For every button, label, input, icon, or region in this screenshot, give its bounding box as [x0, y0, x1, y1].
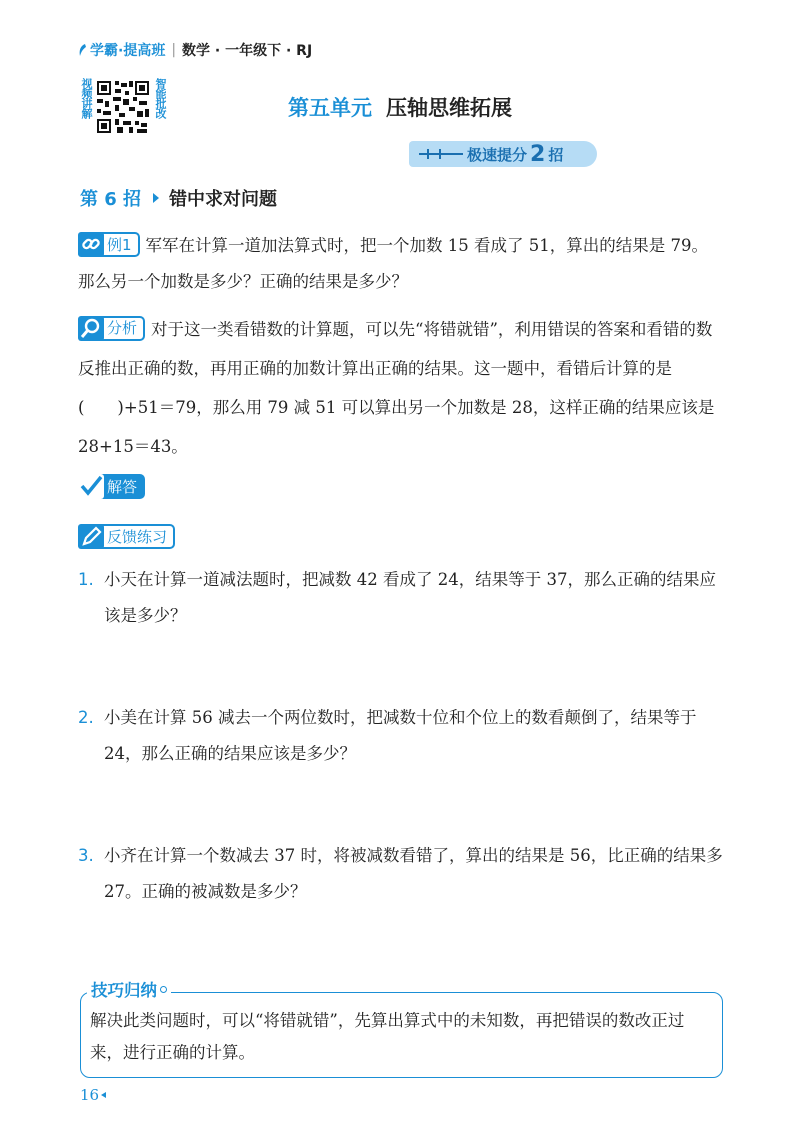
question-text: 小天在计算一道减法题时，把减数 42 看成了 24，结果等于 37，那么正确的结果应该是多少？	[104, 570, 716, 625]
triangle-left-icon	[101, 1092, 106, 1098]
question-number: 3.	[78, 846, 94, 865]
header-separator: |	[171, 42, 177, 58]
feedback-badge	[78, 524, 175, 549]
speed-tag	[409, 141, 597, 167]
summary-text: 解决此类问题时，可以“将错就错”，先算出算式中的未知数，再把错误的数改正过来，进行正确的计算。	[90, 1011, 685, 1062]
qr-right-label: 智能批改	[154, 78, 167, 118]
page-number	[80, 1086, 106, 1104]
qr-left-label: 视频讲解	[80, 78, 93, 118]
question-item	[78, 562, 723, 634]
question-item	[78, 700, 723, 772]
page-title	[0, 92, 800, 122]
pencil-icon	[78, 524, 104, 549]
analysis-badge	[78, 316, 145, 341]
speed-tag-prefix: 极速提分	[467, 145, 528, 164]
arrow-line-icon	[419, 153, 463, 155]
tip-heading	[80, 185, 277, 211]
page-number-text: 16	[80, 1086, 100, 1104]
analysis-badge-label: 分析	[107, 319, 138, 337]
circle-icon	[160, 986, 167, 993]
summary-box	[80, 981, 723, 1078]
example-badge-label: 例1	[107, 235, 132, 254]
question-number: 1.	[78, 570, 94, 589]
feedback-section	[78, 524, 175, 549]
question-number: 2.	[78, 708, 94, 727]
example-badge	[78, 232, 140, 257]
summary-title: 技巧归纳	[91, 981, 157, 1000]
check-icon	[78, 474, 104, 499]
example-text: 军军在计算一道加法算式时，把一个加数 15 看成了 51，算出的结果是 79。那么另一个加数是多少？正确的结果是多少？	[78, 236, 709, 291]
tip-name: 错中求对问题	[169, 189, 278, 210]
question-item	[78, 838, 723, 910]
question-text: 小美在计算 56 减去一个两位数时，把减数十位和个位上的数看颠倒了，结果等于 24，那么正确的结果应该是多少？	[104, 708, 697, 763]
example-paragraph	[78, 228, 723, 300]
book-title: 数学 · 一年级下 · RJ	[182, 43, 313, 59]
question-text: 小齐在计算一个数减去 37 时，将被减数看错了，算出的结果是 56，比正确的结果多 27。正确的被减数是多少？	[104, 846, 723, 901]
speed-tag-suffix: 招	[548, 145, 564, 164]
speed-tag-number: 2	[530, 141, 546, 167]
summary-heading	[87, 977, 171, 1001]
leaf-icon	[78, 43, 87, 57]
tip-number: 第 6 招	[80, 189, 142, 210]
answer-badge	[78, 474, 145, 499]
unit-name: 压轴思维拓展	[386, 96, 512, 120]
analysis-text: 对于这一类看错数的计算题，可以先“将错就错”，利用错误的答案和看错的数反推出正确的数，再用正确的加数计算出正确的结果。这一题中，看错后计算的是( )+51＝79，那么用 79 减 51 可以算出另一个加数是 28，这样正确的结果应该是 28+15＝43。	[78, 320, 715, 456]
triangle-right-icon	[153, 193, 159, 203]
link-icon	[78, 232, 104, 257]
brand	[78, 40, 165, 60]
answer-badge-label: 解答	[107, 478, 138, 496]
book-header	[78, 40, 312, 60]
answer-section	[78, 474, 145, 499]
brand-text: 学霸·提高班	[90, 43, 166, 59]
unit-number: 第五单元	[288, 96, 372, 120]
analysis-paragraph	[78, 310, 723, 466]
feedback-badge-label: 反馈练习	[107, 528, 168, 546]
magnifier-icon	[78, 316, 104, 341]
